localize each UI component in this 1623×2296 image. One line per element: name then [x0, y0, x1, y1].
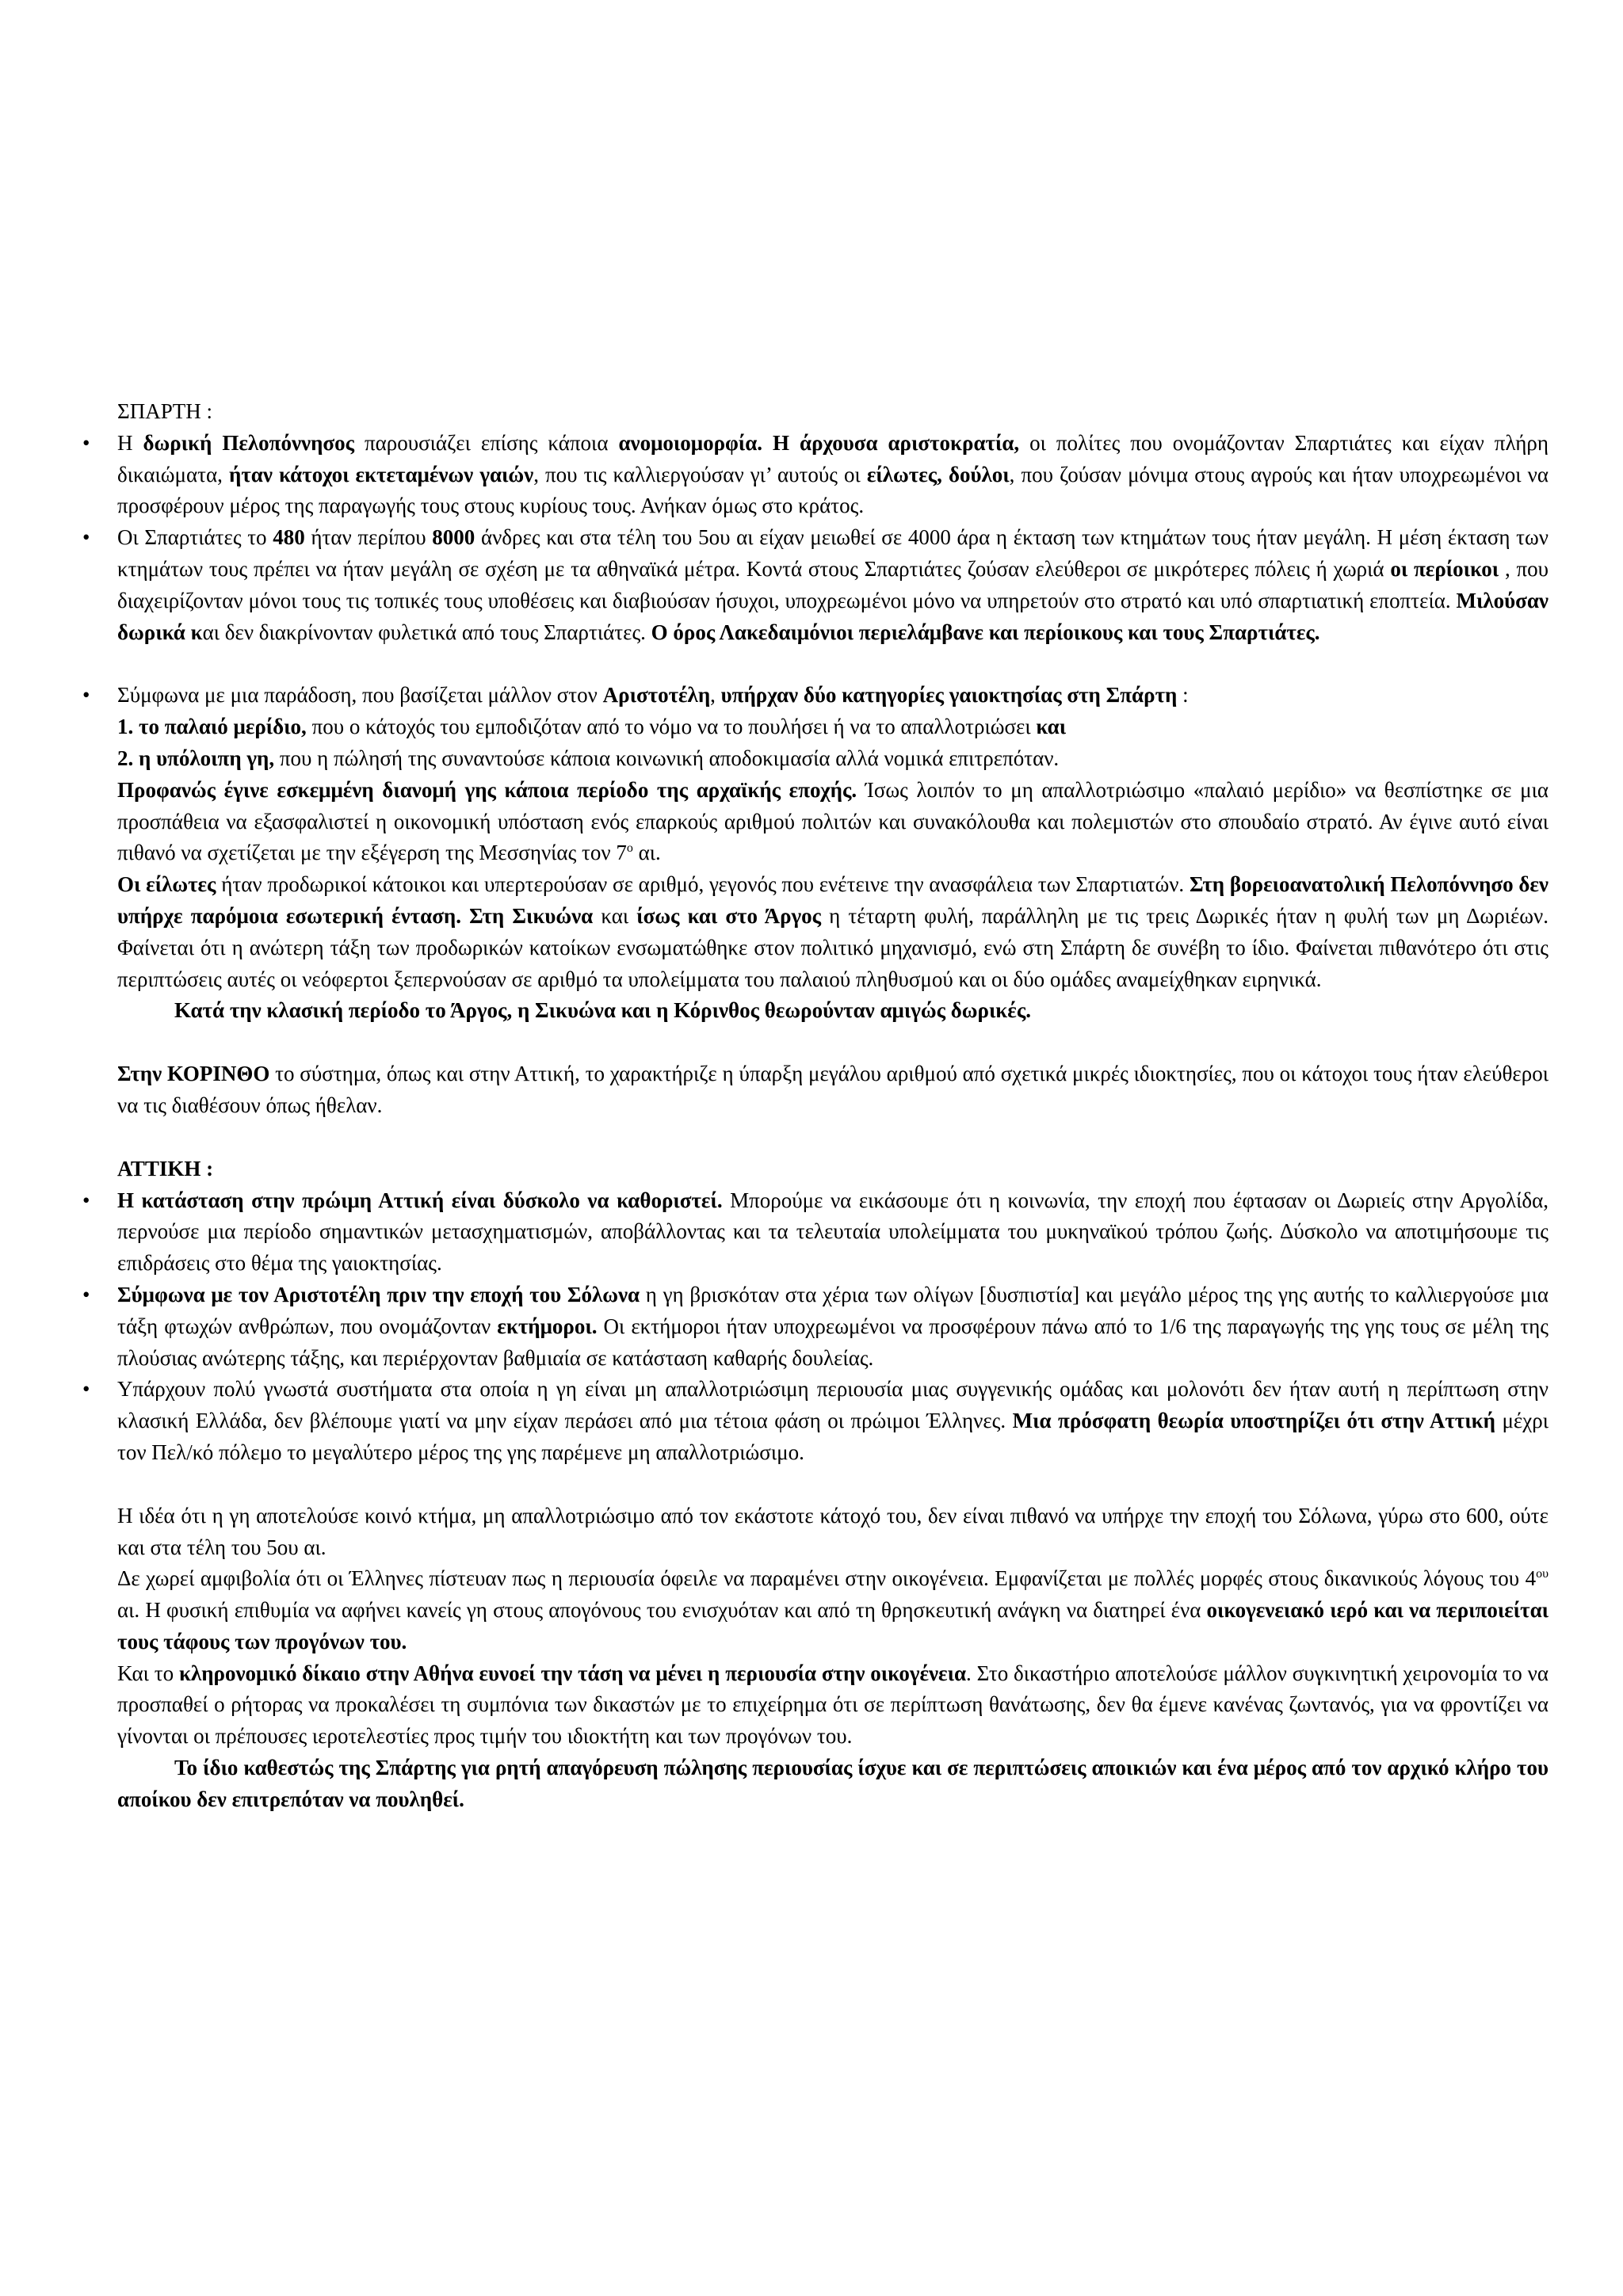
- attica-heading: ΑΤΤΙΚΗ :: [117, 1156, 214, 1180]
- attica-bullet-list: [117, 1185, 1549, 1469]
- land-distribution-paragraph: Προφανώς έγινε εσκεμμένη διανομή γης κάποια περίοδο της αρχαϊκής εποχής. Ίσως λοιπόν το μη απαλλοτριώσιμο «παλαιό μερίδιο» να θεσπίστηκε σε μια προσπάθεια να εξασφαλιστεί η οικονομική υπόσταση ενός επαρκούς αριθμού πολιτών και συνακόλουθα και πολεμιστών στο σπουδαίο στρατό. Αν έγινε αυτό είναι πιθανό να σχετίζεται με την εξέγερση της Μεσσηνίας τον $7^o$ αι.: [117, 777, 1549, 865]
- corinth-paragraph: Στην ΚΟΡΙΝΘΟ το σύστημα, όπως και στην Αττική, το χαρακτήριζε η ύπαρξη μεγάλου αριθμού από σχετικά μικρές ιδιοκτησίες, που οι κάτοχοι τους ήταν ελεύθεροι να τις διαθέσουν όπως ήθελαν.: [117, 1062, 1549, 1117]
- colonies-paragraph: Το ίδιο καθεστώς της Σπάρτης για ρητή απαγόρευση πώλησης περιουσίας ίσχυε και σε περιπτώσεις αποικιών και ένα μέρος από τον αρχικό κλήρο του αποίκου δεν επιτρεπόταν να πουληθεί.: [117, 1756, 1549, 1811]
- sparta-bullet-1: • Η δωρική Πελοπόννησος παρουσιάζει επίσης κάποια ανομοιομορφία. Η άρχουσα αριστοκρατία, οι πολίτες που ονομάζονταν Σπαρτιάτες και είχαν πλήρη δικαιώματα, ήταν κάτοχοι εκτεταμένων γαιών, που τις καλλιεργούσαν γι’ αυτούς οι είλωτες, δούλοι, που ζούσαν μόνιμα στους αγρούς και ήταν υποχρεωμένοι να προσφέρουν μέρος της παραγωγής τους στους κυρίους τους. Ανήκαν όμως στο κράτος.: [117, 428, 1549, 522]
- sparta-bullet-2: • Οι Σπαρτιάτες το 480 ήταν περίπου 8000 άνδρες και στα τέλη του 5ου αι είχαν μειωθεί σε 4000 άρα η έκταση των κτημάτων τους ήταν μεγάλη. Η μέση έκταση των κτημάτων τους πρέπει να ήταν μεγάλη σε σχέση με τα αθηναϊκά μέτρα. Κοντά στους Σπαρτιάτες ζούσαν ελεύθεροι σε μικρότερες πόλεις ή χωριά οι περίοικοι , που διαχειρίζονταν μόνοι τους τις τοπικές τους υποθέσεις και διαβιούσαν ήσυχοι, υποχρεωμένοι μόνο να υπηρετούν στο στρατό και υπό σπαρτιατική εποπτεία. Μιλούσαν δωρικά και δεν διακρίνονταν φυλετικά από τους Σπαρτιάτες. Ο όρος Λακεδαιμόνιοι περιελάμβανε και περίοικους και τους Σπαρτιάτες.: [117, 522, 1549, 648]
- helots-paragraph: Οι είλωτες ήταν προδωρικοί κάτοικοι και υπερτερούσαν σε αριθμό, γεγονός που ενέτεινε την ανασφάλεια των Σπαρτιατών. Στη βορειοανατολική Πελοπόννησο δεν υπήρχε παρόμοια εσωτερική ένταση. Στη Σικυώνα και ίσως και στο Άργος η τέταρτη φυλή, παράλληλη με τις τρεις Δωρικές ήταν η φυλή των μη Δωριέων. Φαίνεται ότι η ανώτερη τάξη των προδωρικών κατοίκων ενσωματώθηκε στον πολιτικό μηχανισμό, ενώ στη Σπάρτη δε συνέβη το ίδιο. Φαίνεται πιθανότερο ότι στις περιπτώσεις αυτές οι νεόφερτοι ξεπερνούσαν σε αριθμό τα υπολείμματα του παλαιού πληθυσμού και οι δύο ομάδες αναμείχθηκαν ειρηνικά.: [117, 872, 1549, 991]
- attica-bullet-1: • Η κατάσταση στην πρώιμη Αττική είναι δύσκολο να καθοριστεί. Μπορούμε να εικάσουμε ότι η κοινωνία, την εποχή που έφτασαν οι Δωριείς στην Αργολίδα, περνούσε μια περίοδο σημαντικών μετασχηματισμών, αποβάλλοντας και τα τελευταία υπολείμματα του μυκηναϊκού τρόπου ζωής. Δύσκολο να αποτιμήσουμε τις επιδράσεις στο θέμα της γαιοκτησίας.: [117, 1185, 1549, 1280]
- sparta-bullet-list: [117, 428, 1549, 649]
- land-category-1: 1. το παλαιό μερίδιο, που ο κάτοχός του εμποδιζόταν από το νόμο να το πουλήσει ή να το απαλλοτριώσει και: [117, 715, 1067, 739]
- land-category-2: 2. η υπόλοιπη γη, που η πώλησή της συναντούσε κάποια κοινωνική αποδοκιμασία αλλά νομικά επιτρεπόταν.: [117, 746, 1060, 770]
- attica-bullet-3: • Υπάρχουν πολύ γνωστά συστήματα στα οποία η γη είναι μη απαλλοτριώσιμη περιουσία μιας συγγενικής ομάδας και μολονότι δεν ήταν αυτή η περίπτωση στην κλασική Ελλάδα, δεν βλέπουμε γιατί να μην είχαν περάσει από μια τέτοια φάση οι πρώιμοι Έλληνες. Μια πρόσφατη θεωρία υποστηρίζει ότι στην Αττική μέχρι τον Πελ/κό πόλεμο το μεγαλύτερο μέρος της γης παρέμενε μη απαλλοτριώσιμο.: [117, 1374, 1549, 1468]
- sparta-bullet-3: • Σύμφωνα με μια παράδοση, που βασίζεται μάλλον στον Αριστοτέλη, υπήρχαν δύο κατηγορίες γαιοκτησίας στη Σπάρτη : 1. το παλαιό μερίδιο, που ο κάτοχός του εμποδιζόταν από το νόμο να το πουλήσει ή να το απαλλοτριώσει και 2. η υπόλοιπη γη, που η πώλησή της συναντούσε κάποια κοινωνική αποδοκιμασία αλλά νομικά επιτρεπόταν. Προφανώς έγινε εσκεμμένη διανομή γης κάποια περίοδο της αρχαϊκής εποχής. Ίσως λοιπόν το μη απαλλοτριώσιμο «παλαιό μερίδιο» να θεσπίστηκε σε μια προσπάθεια να εξασφαλιστεί η οικονομική υπόσταση ενός επαρκούς αριθμού πολιτών και συνακόλουθα και πολεμιστών στο σπουδαίο στρατό. Αν έγινε αυτό είναι πιθανό να σχετίζεται με την εξέγερση της Μεσσηνίας τον $7^o$ αι. Οι είλωτες ήταν προδωρικοί κάτοικοι και υπερτερούσαν σε αριθμό, γεγονός που ενέτεινε την ανασφάλεια των Σπαρτιατών. Στη βορειοανατολική Πελοπόννησο δεν υπήρχε παρόμοια εσωτερική ένταση. Στη Σικυώνα και ίσως και στο Άργος η τέταρτη φυλή, παράλληλη με τις τρεις Δωρικές ήταν η φυλή των μη Δωριέων. Φαίνεται ότι η ανώτερη τάξη των προδωρικών κατοίκων ενσωματώθηκε στον πολιτικό μηχανισμό, ενώ στη Σπάρτη δε συνέβη το ίδιο. Φαίνεται πιθανότερο ότι στις περιπτώσεις αυτές οι νεόφερτοι ξεπερνούσαν σε αριθμό τα υπολείμματα του παλαιού πληθυσμού και οι δύο ομάδες αναμείχθηκαν ειρηνικά. Κατά την κλασική περίοδο το Άργος, η Σικυώνα και η Κόρινθος θεωρούνταν αμιγώς δωρικές.: [117, 680, 1549, 1027]
- classical-period-note: Κατά την κλασική περίοδο το Άργος, η Σικυώνα και η Κόρινθος θεωρούνταν αμιγώς δωρικές.: [174, 998, 1031, 1023]
- document-page: [117, 396, 1549, 1816]
- common-property-paragraph: Η ιδέα ότι η γη αποτελούσε κοινό κτήμα, μη απαλλοτριώσιμο από τον εκάστοτε κάτοχό του, δεν είναι πιθανό να υπήρχε την εποχή του Σόλωνα, γύρω στο 600, ούτε και στα τέλη του 5ου αι.: [117, 1503, 1549, 1559]
- sparta-heading: ΣΠΑΡΤΗ :: [117, 399, 212, 423]
- sparta-land-tenure-list: [117, 680, 1549, 1027]
- inheritance-law-paragraph: Και το κληρονομικό δίκαιο στην Αθήνα ευνοεί την τάση να μένει η περιουσία στην οικογένεια. Στο δικαστήριο αποτελούσε μάλλον συγκινητική χειρονομία το να προσπαθεί ο ρήτορας να προκαλέσει τη συμπόνια των δικαστών με το επιχείρημα ότι σε περίπτωση θανάτωσης, δεν θα έμενε κανένας ζωντανός, για να φροντίζει να γίνονται οι πρέπουσες ιεροτελεστίες προς τιμήν του ιδιοκτήτη και των προγόνων του.: [117, 1661, 1549, 1749]
- attica-bullet-2: • Σύμφωνα με τον Αριστοτέλη πριν την εποχή του Σόλωνα η γη βρισκόταν στα χέρια των ολίγων [δυσπιστία] και μεγάλο μέρος της γης αυτής το καλλιεργούσε μια τάξη φτωχών ανθρώπων, που ονομάζονταν εκτήμοροι. Οι εκτήμοροι ήταν υποχρεωμένοι να προσφέρουν πάνω από το 1/6 της παραγωγής της γης τους σε μέλη της πλούσιας ανώτερης τάξης, και περιέρχονταν βαθμιαία σε κατάσταση καθαρής δουλείας.: [117, 1280, 1549, 1374]
- family-property-paragraph: Δε χωρεί αμφιβολία ότι οι Έλληνες πίστευαν πως η περιουσία όφειλε να παραμένει στην οικογένεια. Εμφανίζεται με πολλές μορφές στους δικανικούς λόγους του $4^{o\upsilon}$ αι. Η φυσική επιθυμία να αφήνει κανείς γη στους απογόνους του ενισχυόταν και από τη θρησκευτική ανάγκη να διατηρεί ένα οικογενειακό ιερό και να περιποιείται τους τάφους των προγόνων του.: [117, 1566, 1549, 1653]
